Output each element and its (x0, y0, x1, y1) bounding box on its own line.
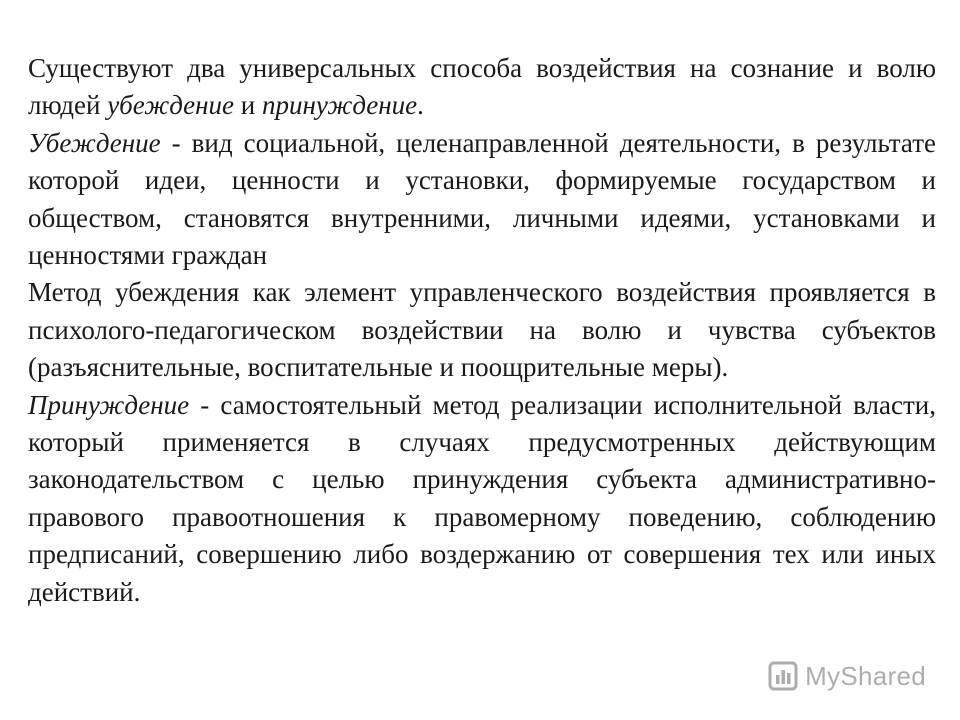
term-coercion: принуждение (262, 90, 418, 121)
watermark-text: MyShared (805, 660, 926, 691)
coercion-term: Принуждение (28, 389, 190, 420)
intro-text: Существуют два универсальных способа воздействия на сознание и волю людей (28, 53, 936, 121)
intro-conjunction: и (234, 90, 262, 121)
slide-body (28, 50, 936, 611)
persuasion-definition-text: - вид социальной, целенаправленной деятельности, в результате которой идеи, ценности и установки, формируемые государством и обществом, становятся внутренними, личными идеями, установками и ценностями граждан (28, 127, 936, 271)
term-persuasion: убеждение (107, 90, 235, 121)
myshared-logo-icon (767, 660, 799, 692)
paragraph-persuasion-method (28, 274, 936, 386)
paragraph-intro (28, 50, 936, 125)
coercion-definition-text: - самостоятельный метод реализации исполнительной власти, который применяется в случаях предусмотренных действующим законодательством с целью принуждения субъекта административно-правового правоотношения к правомерному поведению, соблюдению предписаний, совершению либо воздержанию от совершения тех или иных действий. (28, 389, 936, 607)
paragraph-persuasion-definition (28, 125, 936, 275)
intro-end: . (417, 90, 424, 121)
persuasion-term: Убеждение (28, 127, 161, 158)
persuasion-method-text: Метод убеждения как элемент управленческого воздействия проявляется в психолого-педагогическом воздействии на волю и чувства субъектов (разъяснительные, воспитательные и поощрительные меры). (28, 277, 936, 383)
watermark (767, 660, 926, 692)
paragraph-coercion-definition (28, 387, 936, 611)
